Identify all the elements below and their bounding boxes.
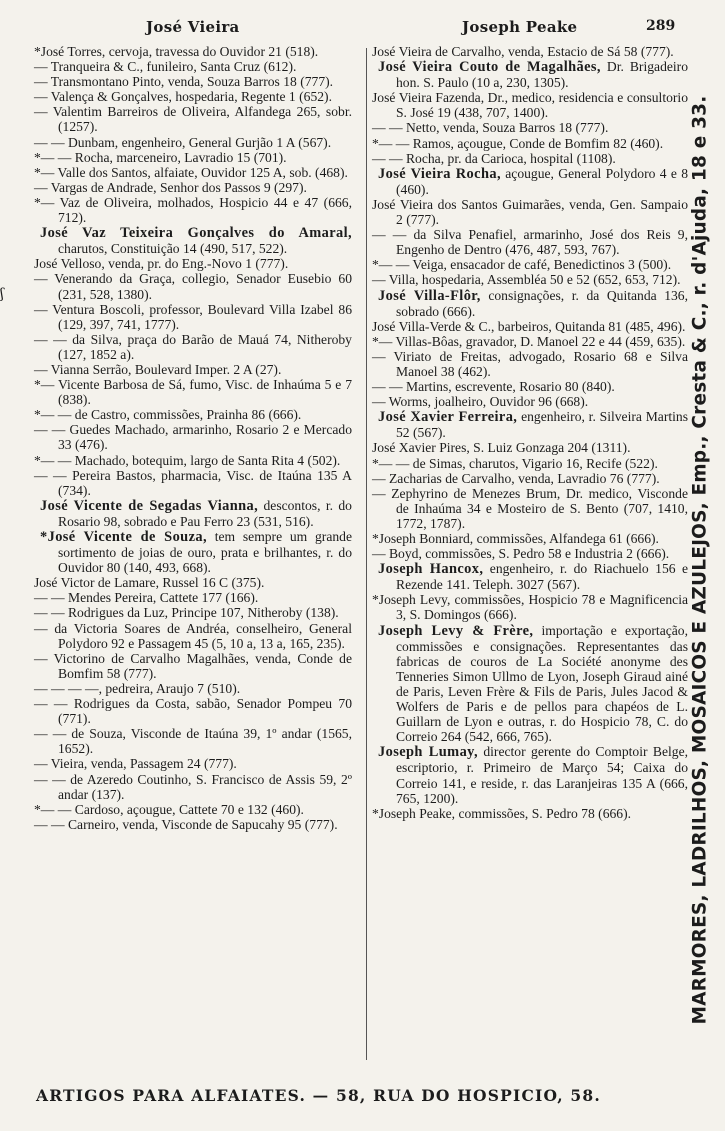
directory-entry [372,227,688,257]
entry-details: venda, Estacio de Sá 58 (777). [504,44,674,59]
entry-name: José Vieira Fazenda, [372,90,485,106]
directory-entry [372,166,688,197]
directory-entry [372,120,688,135]
entry-name: *Joseph Bonniard, [372,531,474,546]
entry-name: — — da Silva Penafiel, [372,227,517,243]
entry-details: escrevente, Rosario 80 (840). [451,379,615,395]
directory-entry [372,136,688,151]
directory-entry [34,256,352,271]
entry-name: — — Guedes Machado, [34,422,169,438]
page-number: 289 [646,18,676,34]
entry-details: praça do Barão de Mauá 74, Nitheroby (127, 1852 a). [58,331,352,362]
entry-details: commissões, S. Pedro 78 (666). [455,805,632,821]
entry-details: molhados, Hospicio 44 e 47 (666, 712). [58,194,353,226]
side-advertisement [678,40,722,1080]
directory-entry [34,74,352,89]
footer-advertisement: ARTIGOS PARA ALFAIATES. — 58, RUA DO HOSPICIO, 58. [36,1086,601,1105]
entry-details: charutos, Vigario 16, Recife (522). [465,455,658,471]
directory-entry [372,90,688,120]
entry-details: commissões, Hospicio 78 e Magnificencia 3, S. Domingos (666). [396,592,689,623]
directory-entry [34,498,352,529]
entry-details: cervoja, travessa do Ouvidor 21 (518). [105,44,319,59]
entry-name: — Valença & Gonçalves, [34,89,172,105]
entry-details: joalheiro, Ouvidor 96 (668). [431,394,589,410]
directory-entry [372,471,688,486]
entry-details: Boulevard Imper. 2 A (27). [131,361,282,377]
entry-name: *— — Machado, [34,452,129,468]
entry-name: — Ventura Boscoli, [34,301,145,317]
directory-entry [372,349,688,379]
directory-entry [34,225,352,256]
entry-name: — Vieira, [34,756,88,772]
entry-details: Principe 107, Nitheroby (138). [168,605,339,621]
entry-name: José Xavier Pires, [372,440,470,456]
directory-entry [34,756,352,771]
entry-details: funileiro, Santa Cruz (612). [143,59,297,75]
entry-details: consignações, r. da Quitanda 136, sobrado (666). [396,287,688,319]
entry-details: açougue, Cattete 70 e 132 (460). [123,801,304,817]
directory-entry [372,623,688,745]
directory-entry [372,379,688,394]
entry-details: venda, Gen. Sampaio 2 (777). [396,196,688,228]
entry-name: — — Rodrigues da Costa, [34,696,190,712]
directory-entry [372,272,688,287]
directory-entry [34,726,352,756]
entry-name: *Joseph Levy, [372,592,451,608]
entry-name: — — Carneiro, [34,816,119,832]
entry-name: *— Villas-Bôas, [372,333,463,349]
entry-details: armarinho, José dos Reis 9, Engenho de Dentro (476, 487, 593, 767). [396,227,688,258]
entry-name: — — de Azeredo Coutinho, [34,771,192,787]
entry-name: José Vieira Couto de Magalhães, [378,59,601,76]
entry-name: *— Vaz de Oliveira, [34,194,152,210]
directory-entry [34,150,352,165]
directory-entry [372,44,688,59]
entry-name: *— — Veiga, [372,257,447,273]
directory-entry [34,165,352,180]
entry-details: Alfandega 265, sobr. (1257). [58,104,352,135]
directory-entry [372,531,688,546]
entry-details: venda, pr. do Eng.-Novo 1 (777). [104,256,289,272]
entry-name: José Villa-Flôr, [378,287,481,304]
entry-name: José Xavier Ferreira, [378,409,518,426]
entry-details: Dr., medico, residencia e consultorio S. José 19 (438, 707, 1400). [396,90,689,121]
entry-details: commissões, S. Pedro 58 e Industria 2 (666). [421,546,670,562]
entry-details: S. Luiz Gonzaga 204 (1311). [469,440,631,456]
directory-entry [34,696,352,726]
directory-entry [34,271,352,301]
directory-entry [34,453,352,468]
directory-entry [34,362,352,377]
entry-details: gravador, D. Manoel 22 e 44 (459, 635). [462,333,686,349]
directory-entry [34,377,352,407]
entry-details: engenheiro, r. Silveira Martins 52 (567). [396,409,688,441]
entry-name: — Worms, [372,394,432,410]
directory-entry [372,197,688,227]
page-header [0,0,725,44]
entry-details: venda, Conde de Bomfim 58 (777). [58,650,352,681]
directory-entry [34,772,352,802]
entry-name: — Transmontano Pinto, [34,74,165,90]
entry-details: barbeiros, Quitanda 81 (485, 496). [494,318,686,334]
entry-details: venda, Souza Barros 18 (777). [164,74,334,90]
entry-details: director gerente do Comptoir Belge, escriptorio, r. Primeiro de Março 54; Caixa do Correio 141, e reside, r. das Laranjeiras 135 A (666, 765, 1200). [396,744,688,806]
directory-entry [34,802,352,817]
directory-entry [372,151,688,166]
directory-entry [372,486,688,531]
entry-details: ensacador de café, Benedictinos 3 (500). [446,257,672,273]
entry-name: — Zacharias de Carvalho, [372,470,515,486]
directory-entry [372,440,688,455]
entry-details: hospedaria, Assembléa 50 e 52 (652, 653, 712). [418,272,681,288]
directory-entry [372,456,688,471]
entry-details: armarinho, Rosario 2 e Mercado 33 (476). [58,422,352,453]
entry-details: Russel 16 C (375). [159,575,265,591]
entry-name: — Boyd, [372,546,422,562]
entry-name: José Velloso, [34,256,105,272]
entry-details: Visconde de Itaúna 39, 1º andar (1565, 1652). [58,726,352,757]
entry-name: *— — Ramos, [372,135,454,151]
entry-name: — Viriato de Freitas, [372,348,501,364]
entry-name: — — Rodrigues da Luz, [34,605,169,621]
entry-details: fumo, Visc. de Inhaúma 5 e 7 (838). [58,377,352,408]
entry-name: *— — Cardoso, [34,801,124,817]
entry-details: engenheiro, r. do Riachuelo 156 e Rezende 141. Teleph. 3027 (567). [396,561,688,593]
entry-name: José Vieira de Carvalho, [372,44,505,59]
entry-name: — — Martins, [372,379,452,395]
entry-name: — — Mendes Pereira, [34,590,157,606]
entry-name: *— — de Simas, [372,455,466,471]
entry-details: Dr. medico, Visconde de Inhaúma 34 e Mosteiro de S. Bento (707, 1410, 1772, 1787). [396,485,688,531]
entry-name: Joseph Lumay, [378,744,478,761]
entry-name: José Vieira dos Santos Guimarães, [372,196,565,212]
margin-mark: ʃ [0,286,4,302]
entry-name: — — Netto, [372,120,440,136]
entry-name: *Joseph Peake, [372,805,456,821]
entry-name: José Vieira Rocha, [378,165,501,182]
entry-name: — — — —, [34,680,102,696]
entry-details: venda, Visconde de Sapucahy 95 (777). [118,816,338,832]
entry-details: venda, Souza Barros 18 (777). [439,120,609,136]
entry-name: — Valentim Barreiros de Oliveira, [34,104,230,120]
entry-details: tem sempre um grande sortimento de joias de ouro, prata e brilhantes, r. do Ouvidor 80 (140, 493, 668). [58,529,352,576]
directory-entry [372,319,688,334]
entry-details: Senhor dos Passos 9 (297). [156,179,307,195]
entry-details: pharmacia, Visc. de Itaúna 135 A (734). [58,467,352,498]
directory-entry [372,257,688,272]
directory-entry [34,468,352,498]
directory-entry [372,409,688,440]
directory-entry [34,575,352,590]
entry-details: Cattete 177 (166). [156,590,259,606]
entry-details: Dr. Brigadeiro hon. S. Paulo (10 a, 230, 1305). [396,59,688,91]
entry-details: charutos, Constituição 14 (490, 517, 522). [58,241,288,257]
directory-entry [372,334,688,349]
directory-entry [34,605,352,620]
directory-entry [372,546,688,561]
column-divider [366,48,367,1060]
entry-details: hospedaria, Regente 1 (652). [171,89,332,105]
header-right-title: Joseph Peake [462,18,578,36]
entry-details: venda, Passagem 24 (777). [87,756,237,772]
directory-entry [34,407,352,422]
side-advertisement-text: MARMORES, LADRILHOS, MOSAICOS E AZULEJOS, Emp., Cresta & C., r. d'Ajuda, 18 e 33. [689,95,711,1025]
entry-details: conselheiro, General Polydoro 92 e Passagem 45 (5, 10 a, 13 a, 165, 235). [58,620,352,651]
entry-details: botequim, largo de Santa Rita 4 (502). [128,452,341,468]
entry-details: descontos, r. do Rosario 98, sobrado e Pau Ferro 23 (531, 516). [58,497,352,529]
entry-name: — — de Souza, [34,726,126,742]
entry-name: — Venerando da Graça, [34,271,176,287]
entry-name: — Villa, [372,272,419,288]
entry-details: engenheiro, General Gurjão 1 A (567). [118,134,332,150]
header-left-title: José Vieira [146,18,240,36]
directory-entry [34,590,352,605]
entry-name: — — Dunbam, [34,134,119,150]
entry-name: — Vargas de Andrade, [34,179,157,195]
entry-name: Joseph Hancox, [378,561,484,578]
entry-details: commissões, Prainha 86 (666). [129,407,302,423]
entry-name: *José Vicente de Souza, [40,529,207,545]
entry-details: sabão, Senador Pompeu 70 (771). [58,696,352,727]
directory-entry [34,681,352,696]
entry-name: — — da Silva, [34,331,122,347]
entry-name: *— Vicente Barbosa de Sá, [34,377,186,393]
directory-entry [372,59,688,90]
entry-name: — Tranqueira & C., [34,59,144,75]
entry-name: José Victor de Lamare, [34,575,160,591]
directory-entry [34,651,352,681]
left-column [34,44,352,832]
entry-details: S. Francisco de Assis 59, 2º andar (137). [58,771,353,802]
entry-name: Joseph Levy & Frère, [378,622,534,639]
directory-entry [34,104,352,134]
entry-details: açougue, Conde de Bomfim 82 (460). [453,135,664,151]
directory-entry [34,621,352,651]
directory-entry [372,592,688,622]
entry-name: José Vicente de Segadas Vianna, [40,497,259,514]
right-column [372,44,688,821]
entry-details: pedreira, Araujo 7 (510). [101,680,241,696]
entry-details: açougue, General Polydoro 4 e 8 (460). [396,165,688,197]
entry-name: *— — de Castro, [34,407,130,423]
entry-name: — — Rocha, [372,150,445,166]
directory-entry [34,135,352,150]
entry-details: professor, Boulevard Villa Izabel 86 (129, 397, 741, 1777). [58,301,352,332]
directory-entry [372,744,688,805]
directory-entry [34,302,352,332]
directory-entry [34,44,352,59]
entry-name: *— Valle dos Santos, [34,164,151,180]
entry-name: — da Victoria Soares de Andréa, [34,620,230,636]
entry-details: alfaiate, Ouvidor 125 A, sob. (468). [150,164,348,180]
directory-entry [34,529,352,575]
entry-name: — Victorino de Carvalho Magalhães, [34,650,249,666]
directory-entry [34,59,352,74]
entry-details: venda, Lavradio 76 (777). [514,470,660,486]
directory-entry [34,817,352,832]
entry-details: pr. da Carioca, hospital (1108). [444,150,616,166]
directory-entry [34,195,352,225]
entry-details: commissões, Alfandega 61 (666). [473,531,659,546]
entry-name: José Vaz Teixeira Gonçalves do Amaral, [40,225,352,242]
directory-entry [372,394,688,409]
directory-entry [34,422,352,452]
directory-entry [34,332,352,362]
entry-details: advogado, Rosario 68 e Silva Manoel 38 (462). [396,348,688,379]
directory-entry [372,806,688,821]
directory-entry [34,180,352,195]
directory-entry [372,561,688,592]
entry-details: marceneiro, Lavradio 15 (701). [112,149,287,165]
entry-name: — Zephyrino de Menezes Brum, [372,485,561,501]
entry-name: *— — Rocha, [34,149,113,165]
entry-name: — Vianna Serrão, [34,361,132,377]
entry-name: *José Torres, [34,44,106,59]
entry-details: importação e exportação, commissões e consignações. Representantes das fabricas de couros de La Société anonyme des Tenneries Simon Ullmo de Lyon, Joseph Giraud ainé de Paris, Leven Frère & Fils de Paris, Jules Jacod & Wolfers de Paris e de pellos para chapéos de L. Guillarn de Lyon e outras, r. do Hospicio 78, C. do Correio 264 (542, 666, 765). [396,622,688,745]
entry-name: José Villa-Verde & C., [372,318,495,334]
entry-name: — — Pereira Bastos, [34,467,156,483]
directory-entry [372,288,688,319]
entry-details: collegio, Senador Eusebio 60 (231, 528, 1380). [58,271,352,302]
directory-entry [34,89,352,104]
